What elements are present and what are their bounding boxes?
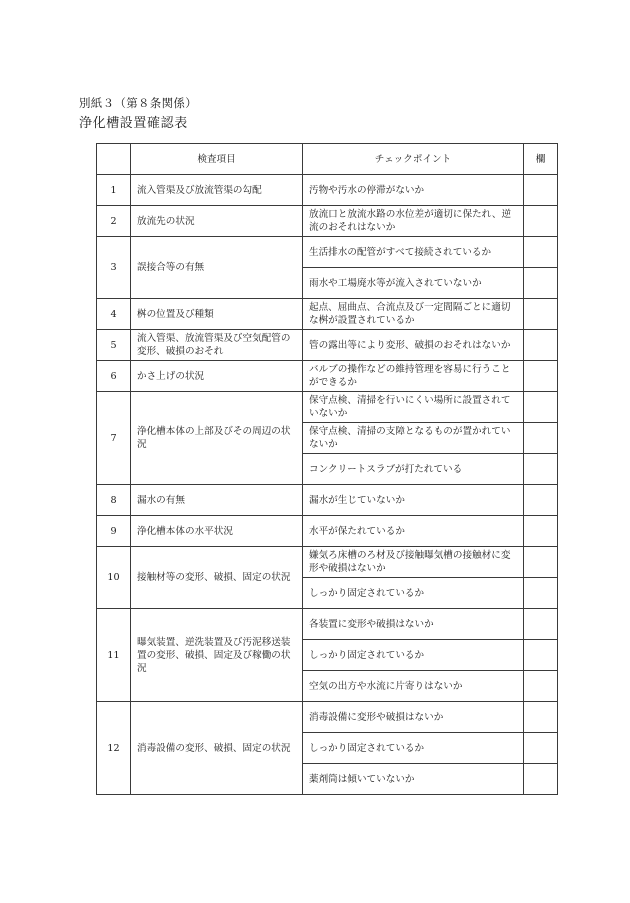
check-point: 漏水が生じていないか	[303, 485, 524, 516]
inspection-item: 浄化槽本体の上部及びその周辺の状況	[131, 392, 303, 485]
check-point: バルブの操作などの維持管理を容易に行うことができるか	[303, 361, 524, 392]
header-number	[97, 144, 131, 175]
mark-cell[interactable]	[524, 268, 558, 299]
inspection-item: 接触材等の変形、破損、固定の状況	[131, 547, 303, 609]
table-row	[97, 330, 558, 361]
table-row	[97, 361, 558, 392]
inspection-item: 漏水の有無	[131, 485, 303, 516]
check-point: 薬剤筒は傾いていないか	[303, 764, 524, 795]
table-row	[97, 206, 558, 237]
mark-cell[interactable]	[524, 237, 558, 268]
mark-cell[interactable]	[524, 392, 558, 423]
mark-cell[interactable]	[524, 702, 558, 733]
inspection-item: 流入管渠及び放流管渠の勾配	[131, 175, 303, 206]
row-number: 2	[97, 206, 131, 237]
row-number: 8	[97, 485, 131, 516]
check-point: 汚物や汚水の停滞がないか	[303, 175, 524, 206]
inspection-item: かさ上げの状況	[131, 361, 303, 392]
inspection-item: 曝気装置、逆洗装置及び汚泥移送装置の変形、破損、固定及び稼働の状況	[131, 609, 303, 702]
inspection-item: 消毒設備の変形、破損、固定の状況	[131, 702, 303, 795]
row-number: 11	[97, 609, 131, 702]
check-point: 嫌気ろ床槽のろ材及び接触曝気槽の接触材に変形や破損はないか	[303, 547, 524, 578]
document-title: 浄化槽設置確認表	[79, 116, 188, 131]
check-point: 管の露出等により変形、破損のおそれはないか	[303, 330, 524, 361]
document-reference: 別紙３（第８条関係）	[79, 96, 197, 110]
header-check-point: チェックポイント	[303, 144, 524, 175]
table-row	[97, 175, 558, 206]
mark-cell[interactable]	[524, 578, 558, 609]
mark-cell[interactable]	[524, 609, 558, 640]
row-number: 9	[97, 516, 131, 547]
row-number: 5	[97, 330, 131, 361]
table-row	[97, 609, 558, 640]
check-point: 各装置に変形や破損はないか	[303, 609, 524, 640]
mark-cell[interactable]	[524, 330, 558, 361]
mark-cell[interactable]	[524, 547, 558, 578]
inspection-item: 放流先の状況	[131, 206, 303, 237]
row-number: 10	[97, 547, 131, 609]
table-row	[97, 702, 558, 733]
table-header-row	[97, 144, 558, 175]
row-number: 6	[97, 361, 131, 392]
mark-cell[interactable]	[524, 516, 558, 547]
table-row	[97, 299, 558, 330]
check-point: コンクリートスラブが打たれている	[303, 454, 524, 485]
check-point: しっかり固定されているか	[303, 733, 524, 764]
check-point: 消毒設備に変形や破損はないか	[303, 702, 524, 733]
table-row	[97, 547, 558, 578]
table-row	[97, 237, 558, 268]
mark-cell[interactable]	[524, 175, 558, 206]
check-point: 保守点検、清掃を行いにくい場所に設置されていないか	[303, 392, 524, 423]
check-point: しっかり固定されているか	[303, 640, 524, 671]
inspection-item: 浄化槽本体の水平状況	[131, 516, 303, 547]
inspection-table	[96, 143, 558, 795]
mark-cell[interactable]	[524, 361, 558, 392]
inspection-item: 流入管渠、放流管渠及び空気配管の変形、破損のおそれ	[131, 330, 303, 361]
mark-cell[interactable]	[524, 640, 558, 671]
header-inspection-item: 検査項目	[131, 144, 303, 175]
check-point: 起点、屈曲点、合流点及び一定間隔ごとに適切な桝が設置されているか	[303, 299, 524, 330]
mark-cell[interactable]	[524, 206, 558, 237]
table-row	[97, 392, 558, 423]
check-point: 保守点検、清掃の支障となるものが置かれていないか	[303, 423, 524, 454]
inspection-item: 桝の位置及び種類	[131, 299, 303, 330]
mark-cell[interactable]	[524, 423, 558, 454]
mark-cell[interactable]	[524, 733, 558, 764]
check-point: 水平が保たれているか	[303, 516, 524, 547]
table-row	[97, 516, 558, 547]
row-number: 4	[97, 299, 131, 330]
mark-cell[interactable]	[524, 671, 558, 702]
table-row	[97, 485, 558, 516]
check-point: 雨水や工場廃水等が流入されていないか	[303, 268, 524, 299]
header-mark: 欄	[524, 144, 558, 175]
mark-cell[interactable]	[524, 454, 558, 485]
mark-cell[interactable]	[524, 485, 558, 516]
mark-cell[interactable]	[524, 764, 558, 795]
row-number: 1	[97, 175, 131, 206]
check-point: しっかり固定されているか	[303, 578, 524, 609]
check-point: 放流口と放流水路の水位差が適切に保たれ、逆流のおそれはないか	[303, 206, 524, 237]
row-number: 12	[97, 702, 131, 795]
mark-cell[interactable]	[524, 299, 558, 330]
check-point: 生活排水の配管がすべて接続されているか	[303, 237, 524, 268]
row-number: 3	[97, 237, 131, 299]
row-number: 7	[97, 392, 131, 485]
inspection-item: 誤接合等の有無	[131, 237, 303, 299]
check-point: 空気の出方や水流に片寄りはないか	[303, 671, 524, 702]
